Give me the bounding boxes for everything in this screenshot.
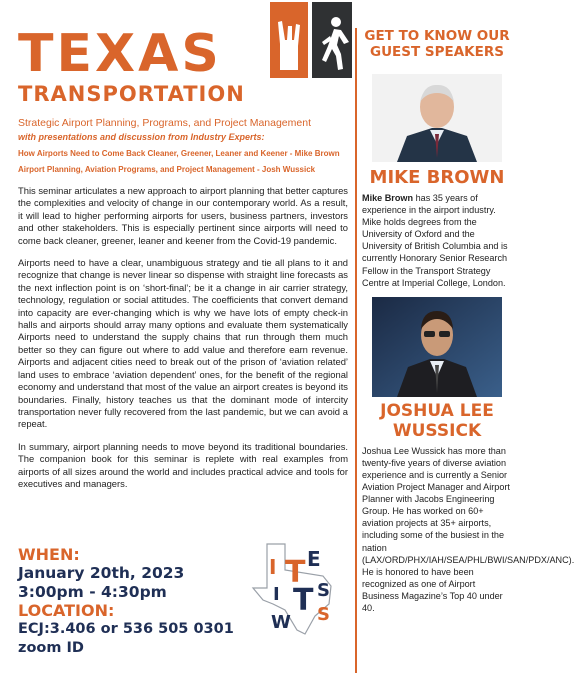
event-time: 3:00pm - 4:30pm (18, 583, 167, 601)
event-date: January 20th, 2023 (18, 564, 185, 582)
speaker-name: MIKE BROWN (369, 167, 505, 188)
talk-item: Airport Planning, Aviation Programs, and Project Management - Josh Wussick (18, 165, 316, 174)
speaker-bio-name: Mike Brown (362, 193, 414, 203)
location-label: LOCATION: (18, 601, 115, 620)
speaker-name: JOSHUA LEE WUSSICK (380, 400, 494, 441)
ite-letter: S (317, 580, 330, 601)
ite-letter: T (285, 555, 306, 590)
ite-letter: T (293, 583, 314, 618)
hook-em-walker-icon (268, 0, 354, 82)
speaker-photo-mike-brown (372, 74, 502, 162)
main-column (18, 24, 348, 490)
speakers-title: GET TO KNOW OUR GUEST SPEAKERS (364, 28, 510, 60)
ite-letter: S (317, 604, 330, 625)
body-paragraph: In summary, airport planning needs to move beyond its traditional boundaries. The companion book for this seminar is replete with real examples from airports of all sizes around the world and includes practical advice and tools for executives and managers. (18, 440, 348, 489)
column-divider (355, 28, 357, 673)
ite-letter: W (271, 612, 291, 633)
ite-letter: I (273, 584, 280, 605)
brand-title: TEXAS (18, 24, 222, 84)
speaker-bio: Joshua Lee Wussick has more than twenty-five years of diverse aviation experience and is currently a Senior Aviation Project Manager and Airport Planner with Jacobs Engineering Group. He has worked on 60+ aviation projects at 35+ airports, including some of the busiest in the nation (LAX/ORD/PHX/IAH/SEA/PHL/BWI/SAN/PDX/ANC). He is honored to have been recognized as one of Airport Business Magazine’s Top 40 under 40. (362, 445, 574, 613)
event-location: ECJ:3.406 or 536 505 0301 zoom ID (18, 621, 234, 656)
brand-subtitle: TRANSPORTATION (18, 82, 245, 106)
texas-map-icon (245, 530, 340, 642)
speaker-bio-text: has 35 years of experience in the airport industry. Mike holds degrees from the University of Oxford and the University of British Columbia and is currently Honorary Senior Research Fellow in the Transport Strategy Centre at Imperial College, London. (362, 193, 508, 288)
ite-letter: E (307, 547, 321, 571)
speaker-bio (362, 192, 512, 289)
seminar-heading: Strategic Airport Planning, Programs, and Project Management (18, 117, 311, 129)
seminar-subheading: with presentations and discussion from Industry Experts: (18, 132, 265, 142)
texas-transportation-logo (268, 0, 354, 82)
speaker-photo-joshua-wussick (372, 297, 502, 397)
event-details (18, 546, 268, 658)
ite-letter: I (269, 555, 277, 579)
body-paragraph: This seminar articulates a new approach to airport planning that better captures the complexities and velocity of change in our contemporary world. As a result, it will lead to higher performing airports for users, business partners, investors and other stakeholders. This is especially pertinent since airports will need to come back cleaner, greener, leaner and keener from the Covid-19 pandemic. (18, 185, 348, 246)
talk-item: How Airports Need to Come Back Cleaner, Greener, Leaner and Keener - Mike Brown (18, 149, 340, 158)
speakers-column (362, 28, 574, 614)
ite-texas-logo (245, 530, 340, 642)
when-label: WHEN: (18, 545, 80, 564)
body-paragraph: Airports need to have a clear, unambiguous strategy and tie all plans to it and recognize that change is never linear so dispense with straight line forecasts as the next inflection point is on ‘short-final’; be it a change in air carrier strategy, technology, regulation or social attitudes. The coefficients that convert demand into capacity are ever-changing which is why we have lots of empty check-in halls and airports should array many options and evaluate them systematically Airports need to understand the supply chains that run through them much better so they can figure out where to add value and therefore earn revenue. Airports and adjacent cities need to break out of the prison of ‘aviation related’ land uses to embrace ‘aviation dependent’ ones, for the benefit of the regional economy and understand that most of the value an airport creates is beyond its boundaries. Finally, history teaches us that the dominant mode of intercity transportation never fully recovered from the last pandemic, but we can avoid a repeat. (18, 257, 348, 430)
